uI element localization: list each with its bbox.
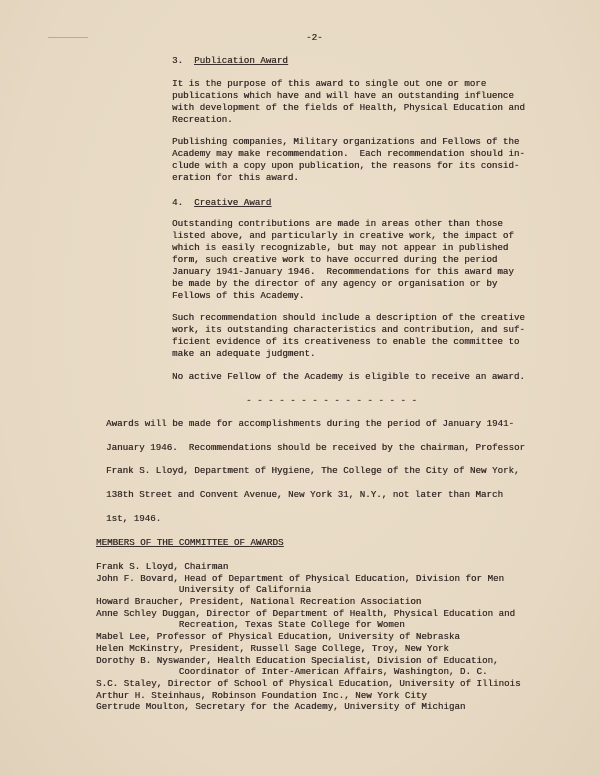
- paragraph: [172, 218, 514, 302]
- committee-member: Mabel Lee, Professor of Physical Education, University of Nebraska: [96, 631, 460, 643]
- text-line: 138th Street and Convent Avenue, New York 31, N.Y., not later than March: [106, 489, 503, 501]
- text-line: ficient evidence of its creativeness to enable the committee to: [172, 336, 520, 347]
- committee-member: Recreation, Texas State College for Women: [96, 619, 405, 631]
- committee-member: Frank S. Lloyd, Chairman: [96, 561, 229, 572]
- text-line: with development of the fields of Health, Physical Education and: [172, 102, 525, 113]
- committee-member: University of California: [96, 584, 312, 596]
- text-line: work, its outstanding characteristics and contribution, and suf-: [172, 324, 525, 335]
- section-title: Publication Award: [194, 55, 288, 66]
- text-line: form, such creative work to have occurred during the period: [172, 254, 498, 265]
- committee-member: Gertrude Moulton, Secretary for the Academy, University of Michigan: [96, 701, 466, 713]
- text-line: Fellows of this Academy.: [172, 290, 305, 301]
- text-line: No active Fellow of the Academy is eligible to receive an award.: [172, 371, 525, 382]
- section-4-heading: [172, 197, 271, 208]
- committee-member: Howard Braucher, President, National Recreation Association: [96, 596, 422, 608]
- text-line: 1st, 1946.: [106, 512, 162, 524]
- committee-member: S.C. Staley, Director of School of Physical Education, University of Illinois: [96, 677, 521, 689]
- committee-member: Anne Schley Duggan, Director of Department of Health, Physical Education and: [96, 607, 516, 619]
- paragraph: [172, 371, 525, 383]
- text-line: listed above, and particularly in creative work, the impact of: [172, 230, 514, 241]
- text-line: It is the purpose of this award to single out one or more: [172, 78, 487, 89]
- text-line: January 1946. Recommendations should be received by the chairman, Professor: [106, 441, 526, 453]
- section-number: 4.: [172, 197, 184, 208]
- text-line: which is easily recognizable, but may not appear in published: [172, 242, 509, 253]
- paragraph: [172, 78, 525, 126]
- committee-member: John F. Bovard, Head of Department of Physical Education, Division for Men: [96, 572, 504, 584]
- text-line: Frank S. Lloyd, Department of Hygiene, The College of the City of New York,: [106, 465, 520, 477]
- awards-paragraph: [106, 418, 525, 536]
- text-line: make an adequate judgment.: [172, 348, 316, 359]
- text-line: January 1941-January 1946. Recommendations for this award may: [172, 266, 514, 277]
- committee-heading: MEMBERS OF THE COMMITTEE OF AWARDS: [96, 537, 284, 548]
- section-title: Creative Award: [194, 197, 272, 208]
- text-line: Outstanding contributions are made in areas other than those: [172, 218, 503, 229]
- text-line: clude with a copy upon publication, the reasons for its consid-: [172, 160, 520, 171]
- section-number: 3.: [172, 55, 184, 66]
- committee-list: [96, 561, 521, 713]
- text-line: eration for this award.: [172, 172, 299, 183]
- paragraph: [172, 136, 525, 184]
- text-line: publications which have and will have an outstanding influence: [172, 90, 514, 101]
- committee-member: Coordinator of Inter-American Affairs, Washington, D. C.: [96, 666, 488, 678]
- text-line: Recreation.: [172, 114, 233, 125]
- committee-member: Helen McKinstry, President, Russell Sage College, Troy, New York: [96, 642, 449, 654]
- text-line: Academy may make recommendation. Each recommendation should in-: [172, 148, 525, 159]
- text-line: Publishing companies, Military organizations and Fellows of the: [172, 136, 520, 147]
- section-3-heading: [172, 55, 288, 66]
- margin-mark: [48, 37, 88, 38]
- text-line: Awards will be made for accomplishments during the period of January 1941-: [106, 418, 514, 429]
- committee-member: Arthur H. Steinhaus, Robinson Foundation Inc., New York City: [96, 689, 427, 701]
- page-number: -2-: [306, 32, 323, 43]
- text-line: be made by the director of any agency or organisation or by: [172, 278, 498, 289]
- committee-member: Dorothy B. Nyswander, Health Education Specialist, Division of Education,: [96, 654, 499, 666]
- text-line: Such recommendation should include a description of the creative: [172, 312, 525, 323]
- paragraph: [172, 312, 525, 360]
- separator-dashes: - - - - - - - - - - - - - - - -: [246, 395, 417, 406]
